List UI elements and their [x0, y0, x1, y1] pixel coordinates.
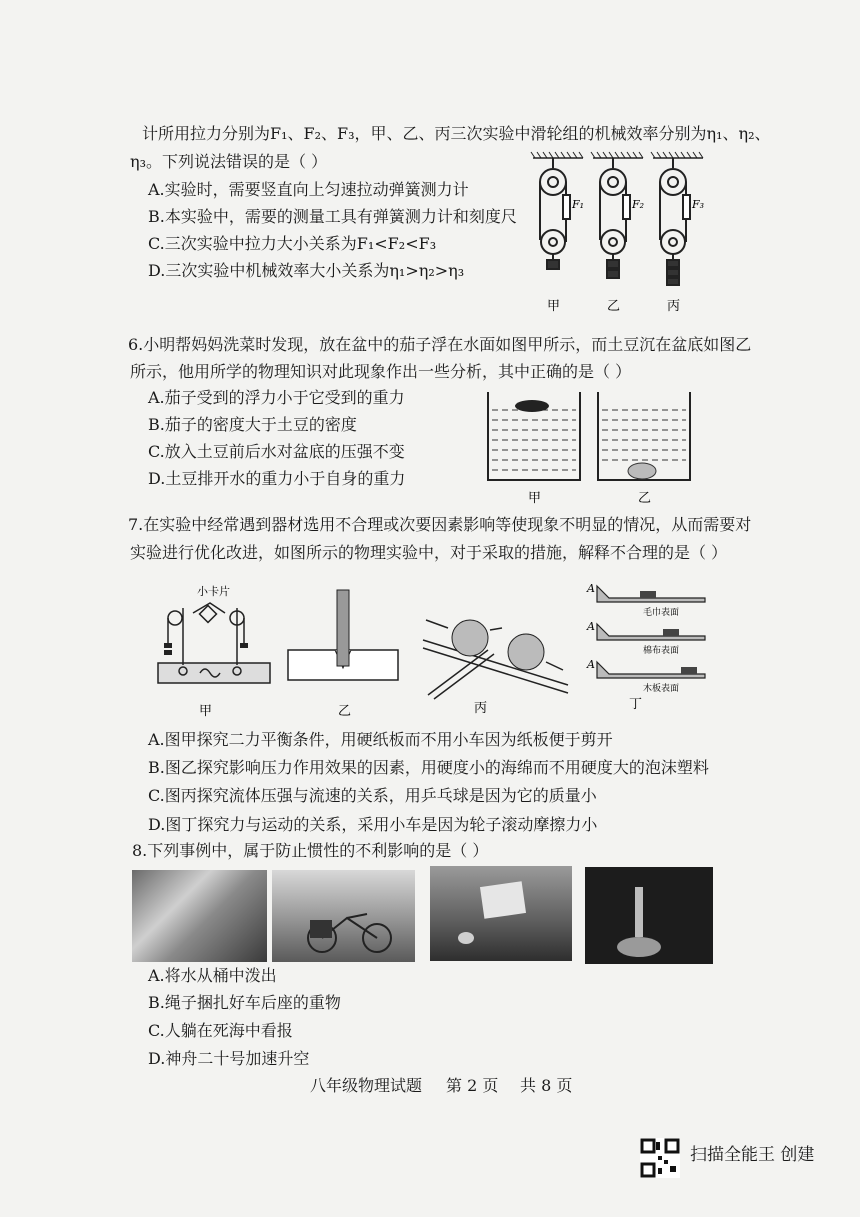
surface-wood: 木板表面	[643, 684, 680, 694]
force-label-f3: F₃	[692, 198, 705, 211]
footer-total: 共 8 页	[520, 1076, 573, 1095]
q7-option-d: D.图丁探究力与运动的关系，采用小车是因为轮子滚动摩擦力小	[148, 815, 598, 834]
q5-text-line1: 计所用拉力分别为F₁、F₂、F₃，甲、乙、丙三次实验中滑轮组的机械效率分别为η₁、η₂、	[142, 124, 771, 143]
fig7-caption-4: 丁	[629, 697, 643, 712]
q5-option-b: B.本实验中，需要的测量工具有弹簧测力计和刻度尺	[148, 207, 517, 226]
fig7-caption-2: 乙	[338, 704, 352, 719]
q8-option-b: B.绳子捆扎好车后座的重物	[148, 993, 341, 1012]
sponge-figure	[285, 588, 405, 718]
q6-option-d: D.土豆排开水的重力小于自身的重力	[148, 469, 406, 488]
q6-text-line1: 6.小明帮妈妈洗菜时发现，放在盆中的茄子浮在水面如图甲所示，而土豆沉在盆底如图乙	[128, 335, 752, 354]
photo-bicycle	[272, 870, 415, 962]
q6-text-line2: 所示，他用所学的物理知识对此现象作出一些分析，其中正确的是（ ）	[130, 362, 632, 381]
q7-text-line1: 7.在实验中经常遇到器材选用不合理或次要因素影响等使现象不明显的情况，从而需要对	[128, 515, 752, 534]
surface-cotton: 棉布表面	[643, 646, 680, 656]
q6-option-c: C.放入土豆前后水对盆底的压强不变	[148, 442, 405, 461]
photo-rocket-launch	[585, 867, 713, 964]
basin-caption-2: 乙	[638, 491, 652, 506]
watermark-text: 扫描全能王 创建	[690, 1145, 815, 1165]
q5-text-line2: η₃。下列说法错误的是（ ）	[130, 152, 328, 171]
point-a-1: A	[587, 582, 595, 595]
q7-option-c: C.图丙探究流体压强与流速的关系，用乒乓球是因为它的质量小	[148, 786, 597, 805]
inclined-surfaces-figure	[585, 580, 715, 710]
pulley-caption-2: 乙	[607, 299, 621, 314]
surface-towel: 毛巾表面	[643, 608, 680, 618]
q8-text-line1: 8.下列事例中，属于防止惯性的不利影响的是（ ）	[132, 841, 489, 860]
q8-option-c: C.人躺在死海中看报	[148, 1021, 293, 1040]
q6-option-b: B.茄子的密度大于土豆的密度	[148, 415, 357, 434]
qr-code-icon	[640, 1138, 680, 1178]
q7-text-line2: 实验进行优化改进，如图所示的物理实验中，对于采取的措施，解释不合理的是（ ）	[130, 543, 728, 562]
q7-option-a: A.图甲探究二力平衡条件，用硬纸板而不用小车因为纸板便于剪开	[148, 730, 613, 749]
basin-caption-1: 甲	[528, 491, 542, 506]
q7-option-b: B.图乙探究影响压力作用效果的因素，用硬度小的海绵而不用硬度大的泡沫塑料	[148, 758, 709, 777]
fig7-caption-1: 甲	[199, 704, 213, 719]
q6-option-a: A.茄子受到的浮力小于它受到的重力	[148, 388, 405, 407]
q5-option-a: A.实验时，需要竖直向上匀速拉动弹簧测力计	[148, 180, 469, 199]
point-a-3: A	[587, 658, 595, 671]
balance-card-figure	[155, 583, 275, 718]
ball-tube-figure	[418, 590, 568, 715]
pulley-figure	[525, 150, 715, 315]
footer-page: 第 2 页	[446, 1076, 499, 1095]
force-label-f1: F₁	[572, 198, 585, 211]
photo-dead-sea	[430, 866, 572, 961]
pulley-caption-3: 丙	[667, 299, 681, 314]
point-a-2: A	[587, 620, 595, 633]
basin-figure	[482, 388, 697, 508]
eggplant	[515, 400, 549, 412]
force-label-f2: F₂	[632, 198, 645, 211]
potato	[628, 463, 656, 479]
q8-option-d: D.神舟二十号加速升空	[148, 1049, 310, 1068]
pulley-caption-1: 甲	[547, 299, 561, 314]
q8-option-a: A.将水从桶中泼出	[148, 966, 277, 985]
q5-option-c: C.三次实验中拉力大小关系为F₁<F₂<F₃	[148, 234, 437, 253]
photo-water-splash	[132, 870, 267, 962]
fig7-caption-3: 丙	[474, 701, 488, 716]
card-label: 小卡片	[197, 585, 230, 598]
footer-subject: 八年级物理试题	[310, 1076, 423, 1095]
q5-option-d: D.三次实验中机械效率大小关系为η₁>η₂>η₃	[148, 261, 465, 280]
